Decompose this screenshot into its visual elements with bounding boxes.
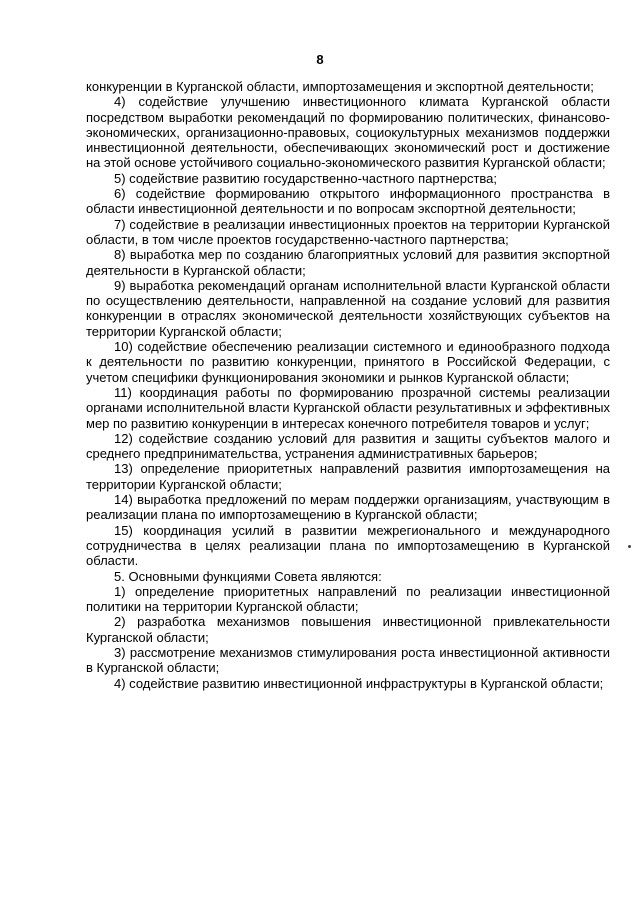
function-item-4: 4) содействие развитию инвестиционной инфраструктуры в Курганской области; <box>114 675 604 691</box>
paragraph-item-5: 5) содействие развитию государственно-частного партнерства; <box>114 170 498 186</box>
function-item-2: 2) разработка механизмов повышения инвестиционной привлекательности Курганской области; <box>86 614 610 645</box>
paragraph-item-10: 10) содействие обеспечению реализации системного и единообразного подхода к деятельности по развитию конкуренции, принятого в Российской Федерации, с учетом специфики функционирования экономики и рынков Курганской области; <box>86 339 610 385</box>
document-body <box>86 79 610 691</box>
scan-speck <box>628 545 631 548</box>
paragraph-item-9: 9) выработка рекомендаций органам исполнительной власти Курганской области по осуществлению деятельности, направленной на создание условий для развития конкуренции в отраслях экономической деятельности хозяйствующих субъектов на территории Курганской области; <box>86 277 610 339</box>
page-number: 8 <box>316 52 324 67</box>
paragraph-item-12: 12) содействие созданию условий для развития и защиты субъектов малого и среднего предпринимательства, устранения административных барьеров; <box>86 430 610 462</box>
paragraph-continuation: конкуренции в Курганской области, импортозамещения и экспортной деятельности; <box>86 79 594 94</box>
paragraph-item-14: 14) выработка предложений по мерам поддержки организациям, участвующим в реализации плана по импортозамещению в Курганской области; <box>86 492 610 523</box>
section-5-heading: 5. Основными функциями Совета являются: <box>114 568 382 584</box>
paragraph-item-11: 11) координация работы по формированию прозрачной системы реализации органами исполнительной власти Курганской области результативных и эффективных мер по развитию конкуренции в интересах конечного потребителя товаров и услуг; <box>86 384 610 431</box>
paragraph-item-6: 6) содействие формированию открытого информационного пространства в области инвестиционной деятельности и по вопросам экспортной деятельности; <box>86 186 610 217</box>
paragraph-item-8: 8) выработка мер по созданию благоприятных условий для развития экспортной деятельности в Курганской области; <box>86 247 610 278</box>
paragraph-item-7: 7) содействие в реализации инвестиционных проектов на территории Курганской области, в том числе проектов государственно-частного партнерства; <box>86 216 610 247</box>
function-item-1: 1) определение приоритетных направлений по реализации инвестиционной политики на территории Курганской области; <box>86 583 610 615</box>
function-item-3: 3) рассмотрение механизмов стимулирования роста инвестиционной активности в Курганской области; <box>86 644 610 676</box>
paragraph-item-13: 13) определение приоритетных направлений развития импортозамещения на территории Курганской области; <box>86 461 610 492</box>
paragraph-item-15: 15) координация усилий в развитии межрегионального и международного сотрудничества в целях реализации плана по импортозамещению в Курганской области. <box>86 522 610 569</box>
paragraph-item-4: 4) содействие улучшению инвестиционного климата Курганской области посредством выработки рекомендаций по формированию политических, финансово-экономических, организационно-правовых, социокультурных механизмов поддержки инвестиционной деятельности, обеспечивающих экономический рост и достижение на этой основе устойчивого социально-экономического развития Курганской области; <box>86 94 610 171</box>
